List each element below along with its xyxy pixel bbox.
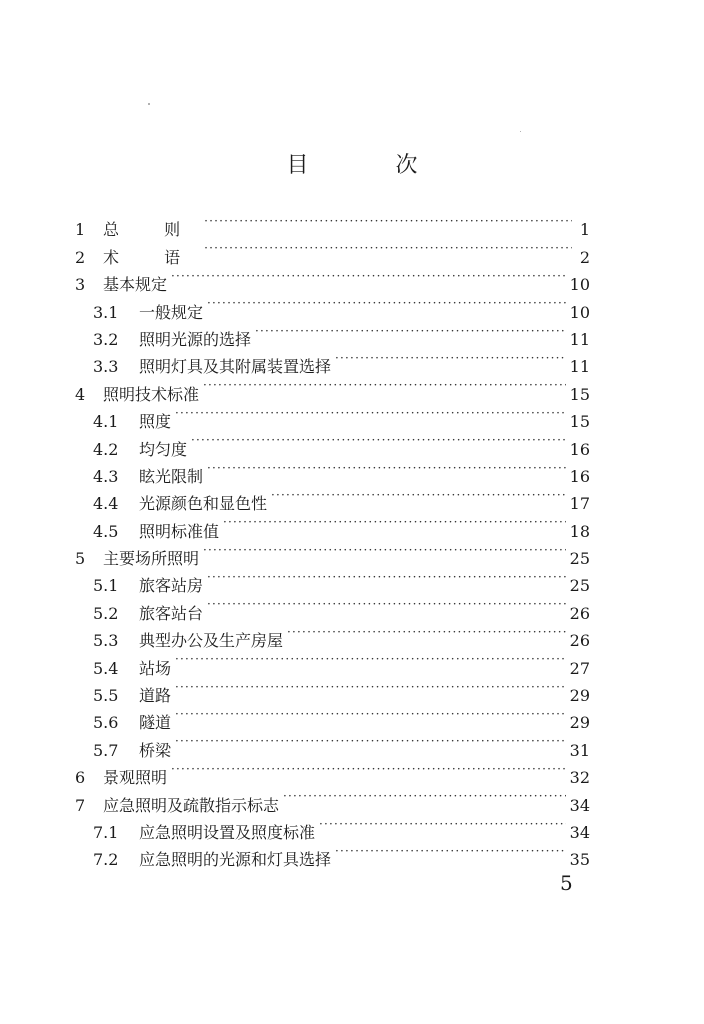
toc-entry-number: 5.1 — [93, 576, 119, 596]
toc-entry-page: 34 — [569, 822, 590, 842]
toc-entry-label: 旅客站房 — [139, 576, 204, 596]
dot-leader — [207, 290, 566, 317]
dot-leader — [255, 318, 566, 345]
toc-entry-page: 26 — [569, 603, 590, 623]
toc-entry-label: 均匀度 — [139, 439, 188, 459]
toc-entry-number: 7.1 — [93, 822, 119, 842]
toc-entry-number: 5 — [75, 549, 86, 569]
scan-speck — [520, 131, 521, 132]
dot-leader — [207, 564, 566, 591]
dot-leader — [175, 701, 566, 728]
toc-entry-label: 隧道 — [139, 713, 172, 733]
page-title: 目 次 — [286, 153, 458, 178]
toc-entry-label: 照明灯具及其附属装置选择 — [139, 357, 332, 377]
toc-entry-label: 总 则 — [103, 220, 201, 240]
toc-entry-label: 照度 — [139, 412, 172, 432]
toc-entry-number: 5.4 — [93, 658, 119, 678]
toc-entry-number: 5.5 — [93, 686, 119, 706]
dot-leader — [335, 838, 566, 865]
dot-leader — [203, 372, 566, 399]
dot-leader — [283, 783, 566, 810]
dot-leader — [171, 263, 566, 290]
toc-entry-label: 主要场所照明 — [103, 549, 200, 569]
toc-entry-number: 7.2 — [93, 850, 119, 870]
toc-entry-page: 16 — [569, 466, 590, 486]
table-of-contents — [75, 208, 590, 870]
dot-leader — [207, 591, 566, 618]
dot-leader — [204, 208, 572, 235]
toc-entry-page: 25 — [569, 549, 590, 569]
toc-entry-label: 照明光源的选择 — [139, 329, 252, 349]
toc-entry-label: 一般规定 — [139, 302, 204, 322]
toc-entry-page: 27 — [569, 658, 590, 678]
dot-leader — [175, 646, 566, 673]
toc-entry-number: 4 — [75, 384, 86, 404]
toc-entry-number: 4.2 — [93, 439, 119, 459]
toc-entry-label: 应急照明及疏散指示标志 — [103, 795, 280, 815]
toc-entry-page: 29 — [569, 686, 590, 706]
toc-entry-number: 4.5 — [93, 521, 119, 541]
toc-entry-page: 11 — [569, 357, 590, 377]
dot-leader — [204, 235, 572, 262]
toc-entry-number: 3 — [75, 275, 86, 295]
toc-entry-label: 站场 — [139, 658, 172, 678]
toc-entry-page: 17 — [569, 494, 590, 514]
toc-entry-page: 29 — [569, 713, 590, 733]
toc-entry-page: 31 — [569, 740, 590, 760]
toc-entry-number: 5.3 — [93, 631, 119, 651]
toc-entry-number: 6 — [75, 768, 86, 788]
toc-entry-page: 25 — [569, 576, 590, 596]
toc-entry-number: 7 — [75, 795, 86, 815]
toc-entry-number: 3.3 — [93, 357, 119, 377]
toc-entry-number: 4.3 — [93, 466, 119, 486]
toc-entry-page: 26 — [569, 631, 590, 651]
toc-entry-label: 应急照明设置及照度标准 — [139, 822, 316, 842]
scan-speck — [148, 103, 150, 105]
dot-leader — [175, 400, 566, 427]
toc-entry-page: 10 — [569, 302, 590, 322]
page-number: 5 — [560, 871, 573, 895]
toc-entry-label: 基本规定 — [103, 275, 168, 295]
toc-entry-number: 1 — [75, 220, 86, 240]
dot-leader — [171, 756, 566, 783]
dot-leader — [191, 427, 566, 454]
toc-entry-page: 11 — [569, 329, 590, 349]
toc-entry-number: 4.1 — [93, 412, 119, 432]
toc-entry-page: 18 — [569, 521, 590, 541]
dot-leader — [203, 537, 566, 564]
toc-entry-label: 术 语 — [103, 247, 201, 267]
dot-leader — [175, 728, 566, 755]
toc-entry-page: 1 — [579, 220, 590, 240]
toc-entry-label: 眩光限制 — [139, 466, 204, 486]
toc-entry-label: 景观照明 — [103, 768, 168, 788]
toc-entry-page: 10 — [569, 275, 590, 295]
toc-entry-page: 2 — [579, 247, 590, 267]
toc-entry-page: 15 — [569, 412, 590, 432]
toc-entry-label: 桥梁 — [139, 740, 172, 760]
toc-entry-page: 16 — [569, 439, 590, 459]
toc-entry-label: 应急照明的光源和灯具选择 — [139, 850, 332, 870]
toc-entry-number: 3.2 — [93, 329, 119, 349]
dot-leader — [319, 811, 566, 838]
toc-entry-number: 3.1 — [93, 302, 119, 322]
toc-entry-page: 35 — [569, 850, 590, 870]
dot-leader — [335, 345, 566, 372]
toc-entry[interactable] — [75, 208, 590, 240]
toc-entry-number: 5.6 — [93, 713, 119, 733]
toc-entry-label: 旅客站台 — [139, 603, 204, 623]
toc-entry-number: 4.4 — [93, 494, 119, 514]
toc-entry-label: 道路 — [139, 686, 172, 706]
dot-leader — [175, 674, 566, 701]
toc-entry-label: 典型办公及生产房屋 — [139, 631, 284, 651]
toc-entry-label: 照明标准值 — [139, 521, 220, 541]
toc-entry-page: 34 — [569, 795, 590, 815]
dot-leader — [223, 509, 566, 536]
toc-entry-number: 5.2 — [93, 603, 119, 623]
toc-entry-number: 2 — [75, 247, 86, 267]
toc-entry-page: 15 — [569, 384, 590, 404]
toc-entry-label: 照明技术标准 — [103, 384, 200, 404]
dot-leader — [287, 619, 566, 646]
toc-entry-page: 32 — [569, 768, 590, 788]
toc-entry-number: 5.7 — [93, 740, 119, 760]
dot-leader — [207, 455, 566, 482]
toc-entry-label: 光源颜色和显色性 — [139, 494, 268, 514]
dot-leader — [271, 482, 566, 509]
